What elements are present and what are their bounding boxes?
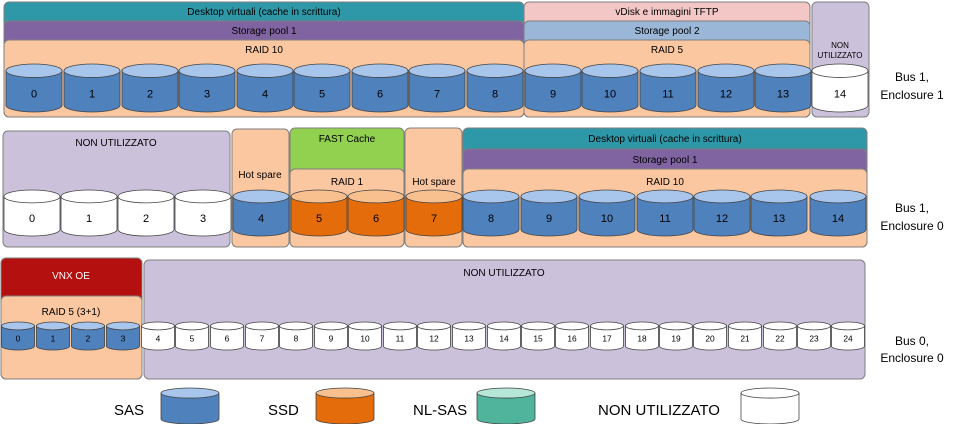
- disk: [107, 322, 140, 350]
- disk: [729, 322, 762, 350]
- disk: [72, 322, 105, 350]
- disk: [522, 322, 555, 350]
- disk-number: 7: [433, 88, 441, 101]
- disk: [294, 64, 350, 112]
- disk-number: 8: [293, 333, 299, 344]
- disk: [453, 322, 486, 350]
- disk: [406, 190, 462, 236]
- disk: [525, 64, 581, 112]
- disk-number: 11: [662, 88, 674, 101]
- disk: [660, 322, 693, 350]
- disk-number: 4: [261, 88, 269, 101]
- group-label: Desktop virtuali (cache in scrittura): [187, 7, 341, 18]
- disk: [698, 64, 754, 112]
- disk-number: 19: [671, 333, 681, 344]
- group-label: NON UTILIZZATO: [463, 268, 545, 279]
- disk: [37, 322, 70, 350]
- group-label: NON UTILIZZATO: [817, 41, 863, 60]
- disk-number: 10: [360, 333, 370, 344]
- disk-number: 5: [315, 213, 323, 226]
- disk: [640, 64, 696, 112]
- enclosure-label-bus: Bus 0,: [894, 334, 930, 348]
- disk-number: 8: [487, 213, 495, 226]
- group-label: RAID 5 (3+1): [41, 307, 101, 318]
- disk: [694, 322, 727, 350]
- disk-number: 11: [659, 213, 671, 226]
- disk-number: 3: [120, 333, 126, 344]
- disk: [6, 64, 62, 112]
- group-label: FAST Cache: [318, 134, 376, 145]
- disk: [384, 322, 417, 350]
- disk-number: 6: [376, 88, 384, 101]
- group-label: RAID 5: [650, 45, 684, 56]
- disk: [233, 190, 289, 236]
- disk: [246, 322, 279, 350]
- disk: [832, 322, 865, 350]
- disk: [591, 322, 624, 350]
- disk-number: 12: [715, 213, 729, 226]
- disk: [626, 322, 659, 350]
- legend-label: NL-SAS: [413, 402, 468, 419]
- disk: [61, 190, 117, 236]
- disk: [64, 64, 120, 112]
- group-label: Storage pool 2: [634, 26, 700, 37]
- group-label: RAID 10: [245, 45, 283, 56]
- disk-number: 2: [146, 88, 154, 101]
- disk-number: 14: [499, 333, 509, 344]
- disk-number: 16: [567, 333, 577, 344]
- disk-number: 12: [429, 333, 439, 344]
- disk-number: 13: [464, 333, 474, 344]
- group-label: VNX OE: [52, 271, 90, 282]
- disk: [179, 64, 235, 112]
- disk: [810, 190, 866, 236]
- disk: [2, 322, 35, 350]
- disk: [579, 190, 635, 236]
- disk-number: 12: [719, 88, 733, 101]
- legend-label: SSD: [268, 402, 299, 419]
- disk-number: 0: [28, 213, 36, 226]
- disk-number: 2: [85, 333, 91, 344]
- disk-number: 14: [831, 213, 845, 226]
- group-label: Hot spare: [412, 177, 456, 188]
- disk-number: 1: [85, 213, 93, 226]
- disk-number: 8: [491, 88, 499, 101]
- disk: [812, 64, 868, 112]
- disk-number: 9: [549, 88, 557, 101]
- disk-number: 18: [637, 333, 647, 344]
- disk-number: 5: [318, 88, 326, 101]
- disk-number: 7: [259, 333, 265, 344]
- disk: [291, 190, 347, 236]
- disk: [418, 322, 451, 350]
- disk: [798, 322, 831, 350]
- disk-number: 14: [833, 88, 847, 101]
- disk: [118, 190, 174, 236]
- enclosure-label-bus: Bus 1,: [894, 201, 930, 215]
- group-label: Hot spare: [238, 170, 282, 181]
- enclosure-label-bus: Bus 1,: [894, 70, 930, 84]
- disk-number: 1: [88, 88, 96, 101]
- disk: [751, 190, 807, 236]
- disk-number: 11: [395, 333, 405, 344]
- disk-number: 24: [843, 333, 853, 344]
- disk: [352, 64, 408, 112]
- disk-number: 0: [30, 88, 38, 101]
- disk: [142, 322, 175, 350]
- legend-label: SAS: [114, 402, 145, 419]
- group-label: NON UTILIZZATO: [75, 138, 157, 149]
- disk-number: 3: [199, 213, 207, 226]
- disk-number: 20: [705, 333, 715, 344]
- disk-number: 0: [15, 333, 21, 344]
- disk: [582, 64, 638, 112]
- disk: [488, 322, 521, 350]
- group-label: vDisk e immagini TFTP: [615, 7, 719, 18]
- disk-number: 1: [50, 333, 56, 344]
- disk: [237, 64, 293, 112]
- enclosure-label-name: Enclosure 0: [880, 219, 944, 233]
- disk: [348, 190, 404, 236]
- enclosure-label-name: Enclosure 0: [880, 351, 944, 365]
- disk-number: 9: [328, 333, 334, 344]
- group-label: Desktop virtuali (cache in scrittura): [588, 134, 742, 145]
- disk: [755, 64, 811, 112]
- disk-number: 15: [533, 333, 543, 344]
- group-label: RAID 10: [646, 177, 684, 188]
- group-label: RAID 1: [330, 177, 364, 188]
- disk: [556, 322, 589, 350]
- disk: [175, 190, 231, 236]
- disk: [315, 322, 348, 350]
- disk: [467, 64, 523, 112]
- legend-swatch-sas-icon: [161, 388, 219, 424]
- disk: [349, 322, 382, 350]
- disk-number: 4: [155, 333, 161, 344]
- disk-number: 10: [603, 88, 617, 101]
- disk: [409, 64, 465, 112]
- disk: [4, 190, 60, 236]
- disk: [280, 322, 313, 350]
- disk: [637, 190, 693, 236]
- group-label: Storage pool 1: [632, 155, 698, 166]
- disk-number: 13: [772, 213, 786, 226]
- disk-number: 10: [600, 213, 614, 226]
- disk-number: 23: [809, 333, 819, 344]
- disk-number: 4: [257, 213, 265, 226]
- disk-number: 17: [602, 333, 612, 344]
- disk: [463, 190, 519, 236]
- disk-number: 3: [203, 88, 211, 101]
- disk-number: 7: [430, 213, 438, 226]
- disk: [122, 64, 178, 112]
- disk: [694, 190, 750, 236]
- group-label: Storage pool 1: [231, 26, 297, 37]
- disk-number: 9: [545, 213, 553, 226]
- disk-number: 2: [142, 213, 150, 226]
- legend-swatch-ssd-icon: [316, 388, 374, 424]
- disk-number: 22: [775, 333, 785, 344]
- disk: [764, 322, 797, 350]
- disk-number: 5: [189, 333, 195, 344]
- disk-number: 13: [776, 88, 790, 101]
- enclosure-label-name: Enclosure 1: [880, 88, 944, 102]
- disk: [176, 322, 209, 350]
- disk-number: 21: [740, 333, 750, 344]
- disk: [521, 190, 577, 236]
- legend-swatch-unused-icon: [741, 388, 799, 424]
- disk-number: 6: [372, 213, 380, 226]
- disk-number: 6: [224, 333, 230, 344]
- disk: [211, 322, 244, 350]
- legend-swatch-nlsas-icon: [477, 388, 535, 424]
- legend-label: NON UTILIZZATO: [598, 402, 720, 419]
